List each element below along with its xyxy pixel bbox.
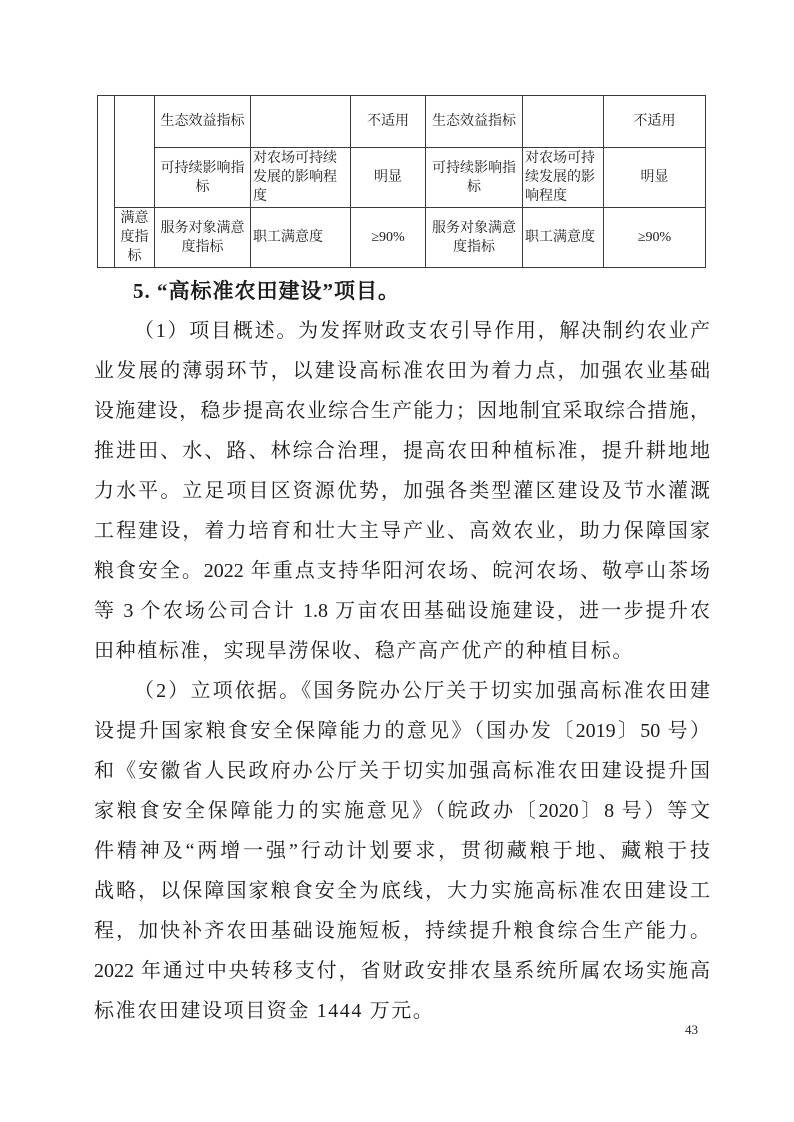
page-number: 43: [685, 1022, 698, 1037]
text-line: 工程建设，着力培育和壮大主导产业、高效农业，助力保障国家: [94, 520, 710, 542]
text-line: （2）立项依据。《国务院办公厅关于切实加强高标准农田建: [134, 680, 710, 702]
table-cell-eco-benefit-indicator: 生态效益指标: [155, 96, 251, 148]
text-line: 标准农田建设项目资金 1444 万元。: [94, 1000, 435, 1022]
section-heading: 5. “高标准农田建设”项目。: [133, 279, 400, 303]
table-cell-staff-satisfaction: 职工满意度: [251, 208, 351, 268]
table-cell-impact-degree: 对农场可持续发展的影响程度: [523, 148, 604, 208]
table-cell-service-target-satisfaction: 服务对象满意度指标: [426, 208, 523, 268]
table-row: [98, 96, 706, 148]
table-cell-not-applicable: 不适用: [604, 96, 706, 148]
table-cell-impact-degree: 对农场可持续发展的影响程度: [251, 148, 351, 208]
table-cell-obvious: 明显: [604, 148, 706, 208]
text-line: 推进田、水、路、林综合治理，提高农田种植标准，提升耕地地: [94, 440, 710, 462]
table-cell-empty: [523, 96, 604, 148]
text-line: 业发展的薄弱环节，以建设高标准农田为着力点，加强农业基础: [94, 360, 710, 382]
table-cell-col1-merged: [98, 96, 115, 268]
text-line: 家粮食安全保障能力的实施意见》（皖政办〔2020〕8 号）等文: [94, 800, 710, 822]
text-line: 和《安徽省人民政府办公厅关于切实加强高标准农田建设提升国: [94, 760, 710, 782]
text-line: 设提升国家粮食安全保障能力的意见》（国办发〔2019〕50 号）: [94, 720, 710, 742]
table-cell-obvious: 明显: [351, 148, 426, 208]
text-line: 力水平。立足项目区资源优势，加强各类型灌区建设及节水灌溉: [94, 480, 710, 502]
table-cell-eco-benefit-indicator: 生态效益指标: [426, 96, 523, 148]
table-cell-col2-merged: [115, 96, 155, 208]
text-line: 田种植标准，实现旱涝保收、稳产高产优产的种植目标。: [94, 640, 634, 662]
table-cell-empty: [251, 96, 351, 148]
text-line: 程，加快补齐农田基础设施短板，持续提升粮食综合生产能力。: [94, 920, 710, 942]
text-line: （1）项目概述。为发挥财政支农引导作用，解决制约农业产: [134, 320, 710, 342]
text-line: 等 3 个农场公司合计 1.8 万亩农田基础设施建设，进一步提升农: [94, 600, 710, 622]
table-cell-satisfaction-value: ≥90%: [351, 208, 426, 268]
text-line: 2022 年通过中央转移支付，省财政安排农垦系统所属农场实施高: [94, 960, 710, 982]
table-row: [98, 208, 706, 268]
body-text: [94, 271, 710, 1031]
table-cell-not-applicable: 不适用: [351, 96, 426, 148]
performance-indicators-table: [97, 95, 706, 268]
table-cell-satisfaction-value: ≥90%: [604, 208, 706, 268]
text-line: 粮食安全。2022 年重点支持华阳河农场、皖河农场、敬亭山茶场: [94, 560, 710, 582]
text-line: 设施建设，稳步提高农业综合生产能力；因地制宜采取综合措施，: [94, 400, 710, 422]
table-cell-staff-satisfaction: 职工满意度: [523, 208, 604, 268]
table-cell-sustainability-indicator: 可持续影响指标: [155, 148, 251, 208]
table-cell-service-target-satisfaction: 服务对象满意度指标: [155, 208, 251, 268]
table-row: [98, 148, 706, 208]
text-line: 件精神及“两增一强”行动计划要求，贯彻藏粮于地、藏粮于技: [94, 840, 710, 862]
table-cell-satisfaction-indicator: 满意度指标: [115, 208, 155, 268]
text-line: 战略，以保障国家粮食安全为底线，大力实施高标准农田建设工: [94, 880, 710, 902]
table-cell-sustainability-indicator: 可持续影响指标: [426, 148, 523, 208]
